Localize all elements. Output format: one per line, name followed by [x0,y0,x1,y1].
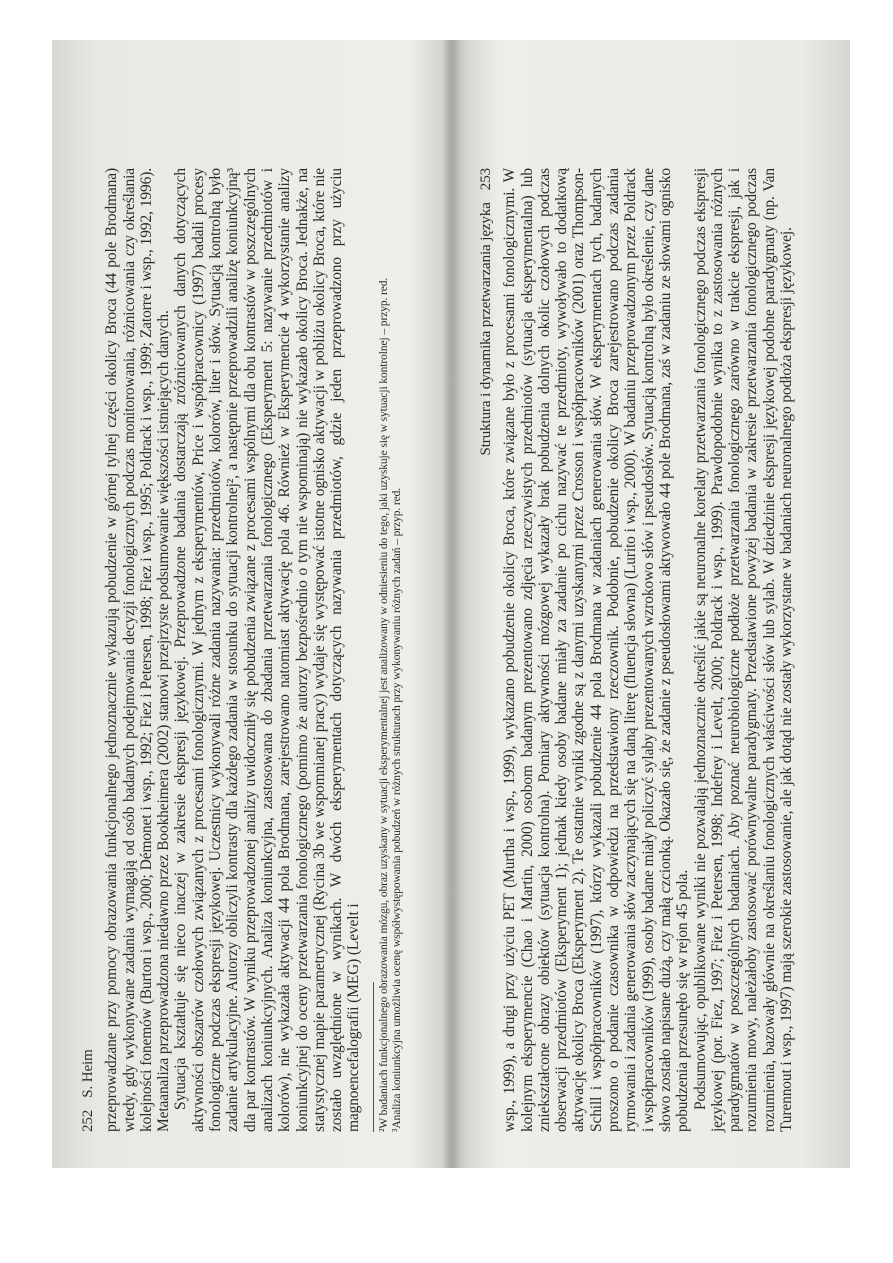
footnote-3: ³Analiza koniunkcyjna umożliwia ocenę współwystępowania pobudzeń w różnych strukturach przy wykonywaniu różnych zadań – przyp. red. [390,487,403,1132]
right-paragraph-2: Podsumowując, opublikowane wyniki nie pozwalają jednoznacznie określić jakie są neuronalne korelaty przetwarzania fonologicznego podczas ekspresji językowej (por. Fiez, 1997; Fiez i Petersen, 1998; Indefrey i Levelt, 2000; Poldrack i wsp., 1999). Prawdopodobnie wynika to z zastosowania różnych paradygmatów w poszczególnych badaniach. Aby poznać neurobiologiczne podłoże przetwarzania fonologicznego zarówno w trakcie ekspresji, jak i rozumienia mowy, należałoby zastosować porównywalne paradygmaty. Przedstawione powyżej badania w zakresie przetwarzania fonologicznego podczas rozumienia, bazowały głównie na określaniu fonologicznych właściwości słów lub sylab. W dziedzinie ekspresji językowej podobne paradygmaty (np. Van Turennout i wsp., 1997) mają szerokie zastosowanie, ale jak dotąd nie zostały wykorzystane w badaniach neuronalnego podłoża ekspresji językowej. [691,168,796,1132]
right-page-body [501,168,795,1132]
book-spine [442,40,460,1168]
right-running-head: Struktura i dynamika przetwarzania języka [478,202,494,456]
right-page [472,160,802,1140]
right-page-header [478,168,495,1132]
left-page-header [80,168,97,1132]
book-spread-scan [52,40,850,1168]
right-page-number: 253 [478,168,494,191]
right-paragraph-1: wsp., 1999), a drugi przy użyciu PET (Murtha i wsp., 1999), wykazano pobudzenie okolicy Broca, które związane było z procesami fonologicznymi. W kolejnym eksperymencie (Chao i Martin, 2000) osobom badanym prezentowano zdjęcia rzeczywistych przedmiotów (sytuacja eksperymentalna) lub zniekształcone obrazy obiektów (sytuacja kontrolna). Pomiary aktywności mózgowej wykazały brak pobudzenia dolnych okolic czołowych podczas obserwacji przedmiotów (Eksperyment 1); jednak kiedy osoby badane miały za zadanie po cichu nazywać te przedmioty, wywoływało to dodatkową aktywację okolicy Broca (Eksperyment 2). Te ostatnie wyniki zgodne są z danymi uzyskanymi przez Crosson i współpracowników (2001) oraz Thompson-Schill i współpracowników (1997), którzy wykazali pobudzenie 44 pola Brodmana w zadaniach generowania słów. W eksperymentach tych, badanych proszono o podanie czasownika w odpowiedzi na przedstawiony rzeczownik. Podobnie, pobudzenie okolicy Broca zarejestrowano podczas zadania rymowania i zadania generowania słów zaczynających się na daną literę (fluencja słowna) (Lurito i wsp., 2000). W badaniu przeprowadzonym przez Poldrack i współpracowników (1999), osoby badane miały policzyć sylaby prezentowanych wzrokowo słów i pseudosłów. Sytuacją kontrolną było określenie, czy dane słowo zostało napisane dużą, czy małą czcionką. Okazało się, że zadanie z pseudosłowami aktywowało 44 pole Brodmana, zaś w zadaniu ze słowami ognisko pobudzenia przesunęło się w rejon 45 pola. [501,168,692,1132]
left-running-head: S. Heim [80,1049,96,1098]
left-page-body [103,168,362,1132]
left-page [74,160,404,1140]
left-page-number: 252 [80,1109,96,1132]
footnote-2: ²W badaniach funkcjonalnego obrazowania mózgu, obraz uzyskany w sytuacji eksperymentalnej jest analizowany w odniesieniu do tego, jaki uzyskuje się w sytuacji kontrolnej – przyp. red. [377,277,390,1132]
left-paragraph-2: Sytuacja kształtuje się nieco inaczej w zakresie ekspresji językowej. Przeprowadzone badania dostarczają zróżnicowanych danych dotyczących aktywności obszarów czołowych związanych z procesami fonologicznymi. W jednym z eksperymentów, Price i współpracownicy (1997) badali procesy fonologiczne podczas ekspresji językowej. Uczestnicy wykonywali różne zadania nazywania: przedmiotów, kolorów, liter i słów. Sytuacją kontrolną było zadanie artykulacyjne. Autorzy obliczyli kontrasty dla każdego zadania w stosunku do sytuacji kontrolnej², a następnie przeprowadzili analizę koniunkcyjną³ dla par kontrastów. W wyniku przeprowadzonej analizy uwidoczniły się pobudzenia związane z procesami wspólnymi dla obu kontrastów w poszczególnych analizach koniunkcyjnych. Analiza koniunkcyjna, zastosowana do zbadania przetwarzania fonologicznego (Eksperyment 5: nazywanie przedmiotów i kolorów), nie wykazała aktywacji 44 pola Brodmana, zarejestrowano natomiast aktywację pola 46. Również w Eksperymencie 4 wykorzystanie analizy koniunkcyjnej do oceny przetwarzania fonologicznego (pomimo że autorzy bezpośrednio o tym nie wspominają) nie wykazało okolicy Broca. Jednakże, na statystycznej mapie parametrycznej (Rycina 3b we wspomnianej pracy) wydaje się występować istotne ognisko aktywacji w pobliżu okolicy Broca, które nie zostało uwzględnione w wynikach. W dwóch eksperymentach dotyczących nazywania przedmiotów, gdzie jeden przeprowadzono przy użyciu magnoencefalografii (MEG) (Levelt i [172,168,363,1132]
footnote-rule [373,982,374,1132]
left-paragraph-1: przeprowadzane przy pomocy obrazowania funkcjonalnego jednoznacznie wykazują pobudzenie w górnej tylnej części okolicy Broca (44 pole Brodmana) wtedy, gdy wykonywane zadania wymagają od osób badanych podejmowania decyzji fonologicznych podczas monitorowania, różnicowania czy określania kolejności fonemów (Burton i wsp., 2000; Démonet i wsp., 1992; Fiez i Petersen, 1998; Fiez i wsp., 1995; Poldrack i wsp., 1999; Zatorre i wsp., 1992, 1996). Metaanaliza przeprowadzona niedawno przez Bookheimera (2002) stanowi przejrzyste podsumowanie większości istniejących danych. [103,168,173,1132]
